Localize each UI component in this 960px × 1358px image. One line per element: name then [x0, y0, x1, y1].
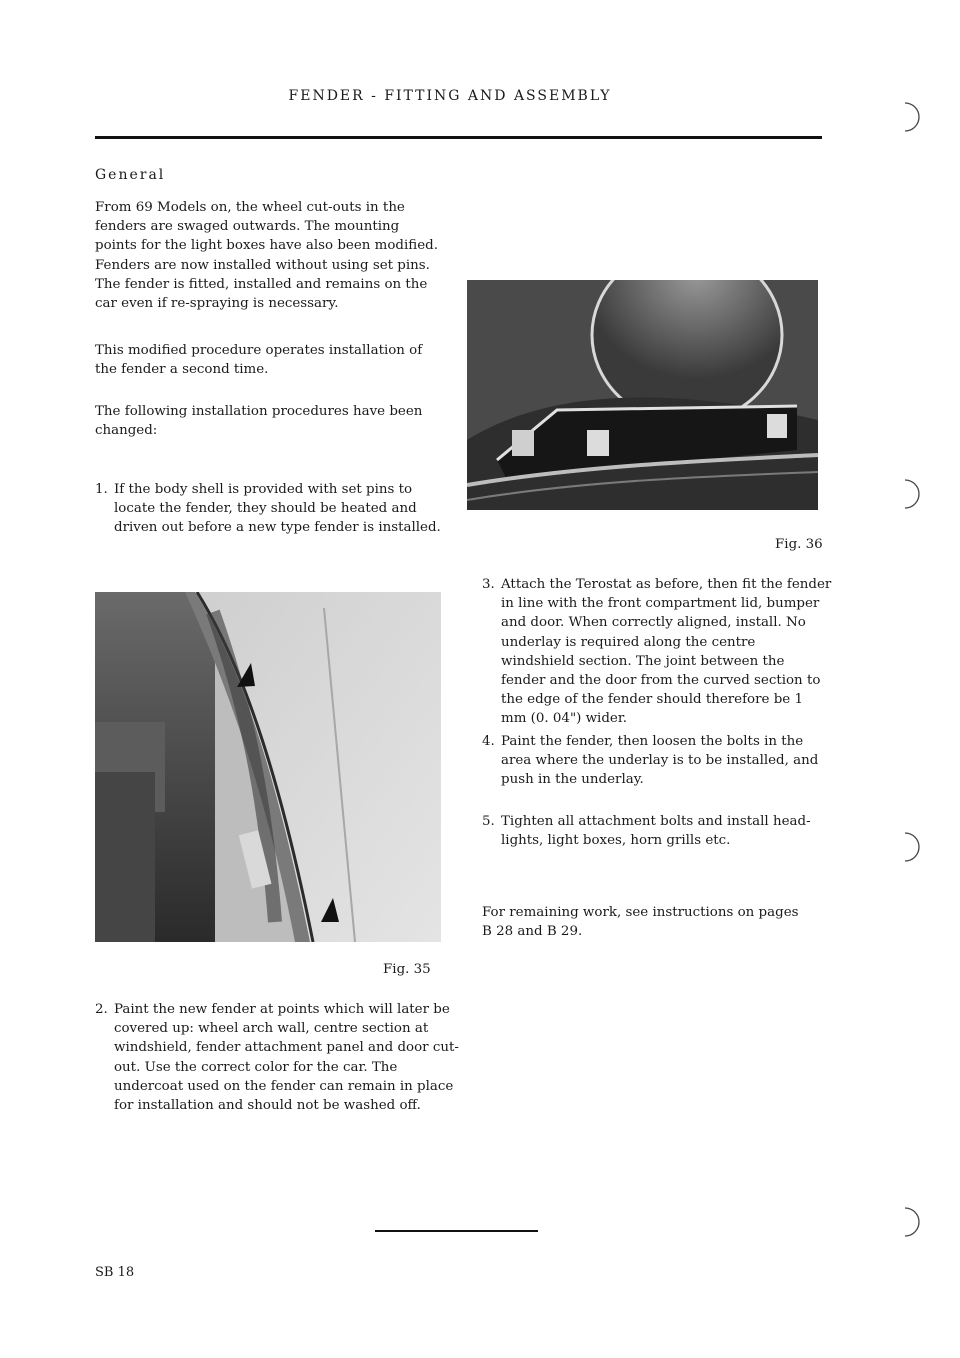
step-number: 4. — [482, 734, 495, 749]
figure-36-photo — [467, 280, 818, 510]
step-number: 1. — [95, 482, 108, 497]
closing-paragraph: For remaining work, see instructions on pages B 28 and B 29. — [482, 905, 799, 940]
step-number: 5. — [482, 814, 495, 829]
binder-hole-icon — [897, 477, 923, 511]
figure-36-caption: Fig. 36 — [775, 537, 823, 552]
step-text: If the body shell is provided with set pins to locate the fender, they should be heated and driven out before a new type fender is installed. — [114, 482, 441, 536]
binder-hole-icon — [897, 830, 923, 864]
page-header: FENDER - FITTING AND ASSEMBLY — [288, 88, 612, 104]
header-rule — [95, 136, 822, 139]
binder-hole-icon — [897, 1205, 923, 1239]
step-2 — [95, 1000, 465, 1115]
step-text: Tighten all attachment bolts and install head-lights, light boxes, horn grills etc. — [501, 814, 811, 849]
paragraph-changed-procedures: The following installation procedures have been changed: — [95, 404, 423, 439]
step-text: Paint the new fender at points which will later be covered up: wheel arch wall, centre section at windshield, fender attachment panel and door cut-out. Use the correct color for the car. The undercoat used on the fender can remain in place for installation and should not be washed off. — [114, 1002, 459, 1114]
section-heading-general: General — [95, 167, 166, 183]
step-text: Attach the Terostat as before, then fit the fender in line with the front compartment lid, bumper and door. When correctly aligned, install. No underlay is required along the centre windshield section. The joint between the fender and the door from the curved section to the edge of the fender should therefore be 1 mm (0. 04") wider. — [501, 577, 832, 727]
step-3 — [482, 575, 832, 729]
figure-35-caption: Fig. 35 — [383, 962, 431, 977]
step-1 — [95, 480, 455, 538]
step-4 — [482, 732, 832, 790]
figure-35-photo — [95, 592, 441, 942]
step-number: 3. — [482, 577, 495, 592]
paragraph-modified-procedure: This modified procedure operates installation of the fender a second time. — [95, 343, 423, 378]
step-number: 2. — [95, 1002, 108, 1017]
step-text: Paint the fender, then loosen the bolts in the area where the underlay is to be installed, and push in the underlay. — [501, 734, 819, 788]
page-number: SB 18 — [95, 1265, 135, 1280]
binder-hole-icon — [897, 100, 923, 134]
step-5 — [482, 812, 827, 850]
footer-rule — [375, 1230, 538, 1232]
paragraph-general: From 69 Models on, the wheel cut-outs in the fenders are swaged outwards. The mounting points for the light boxes have also been modified. Fenders are now installed without using set pins. The fender is fitted, installed and remains on the car even if re-spraying is necessary. — [95, 200, 438, 312]
